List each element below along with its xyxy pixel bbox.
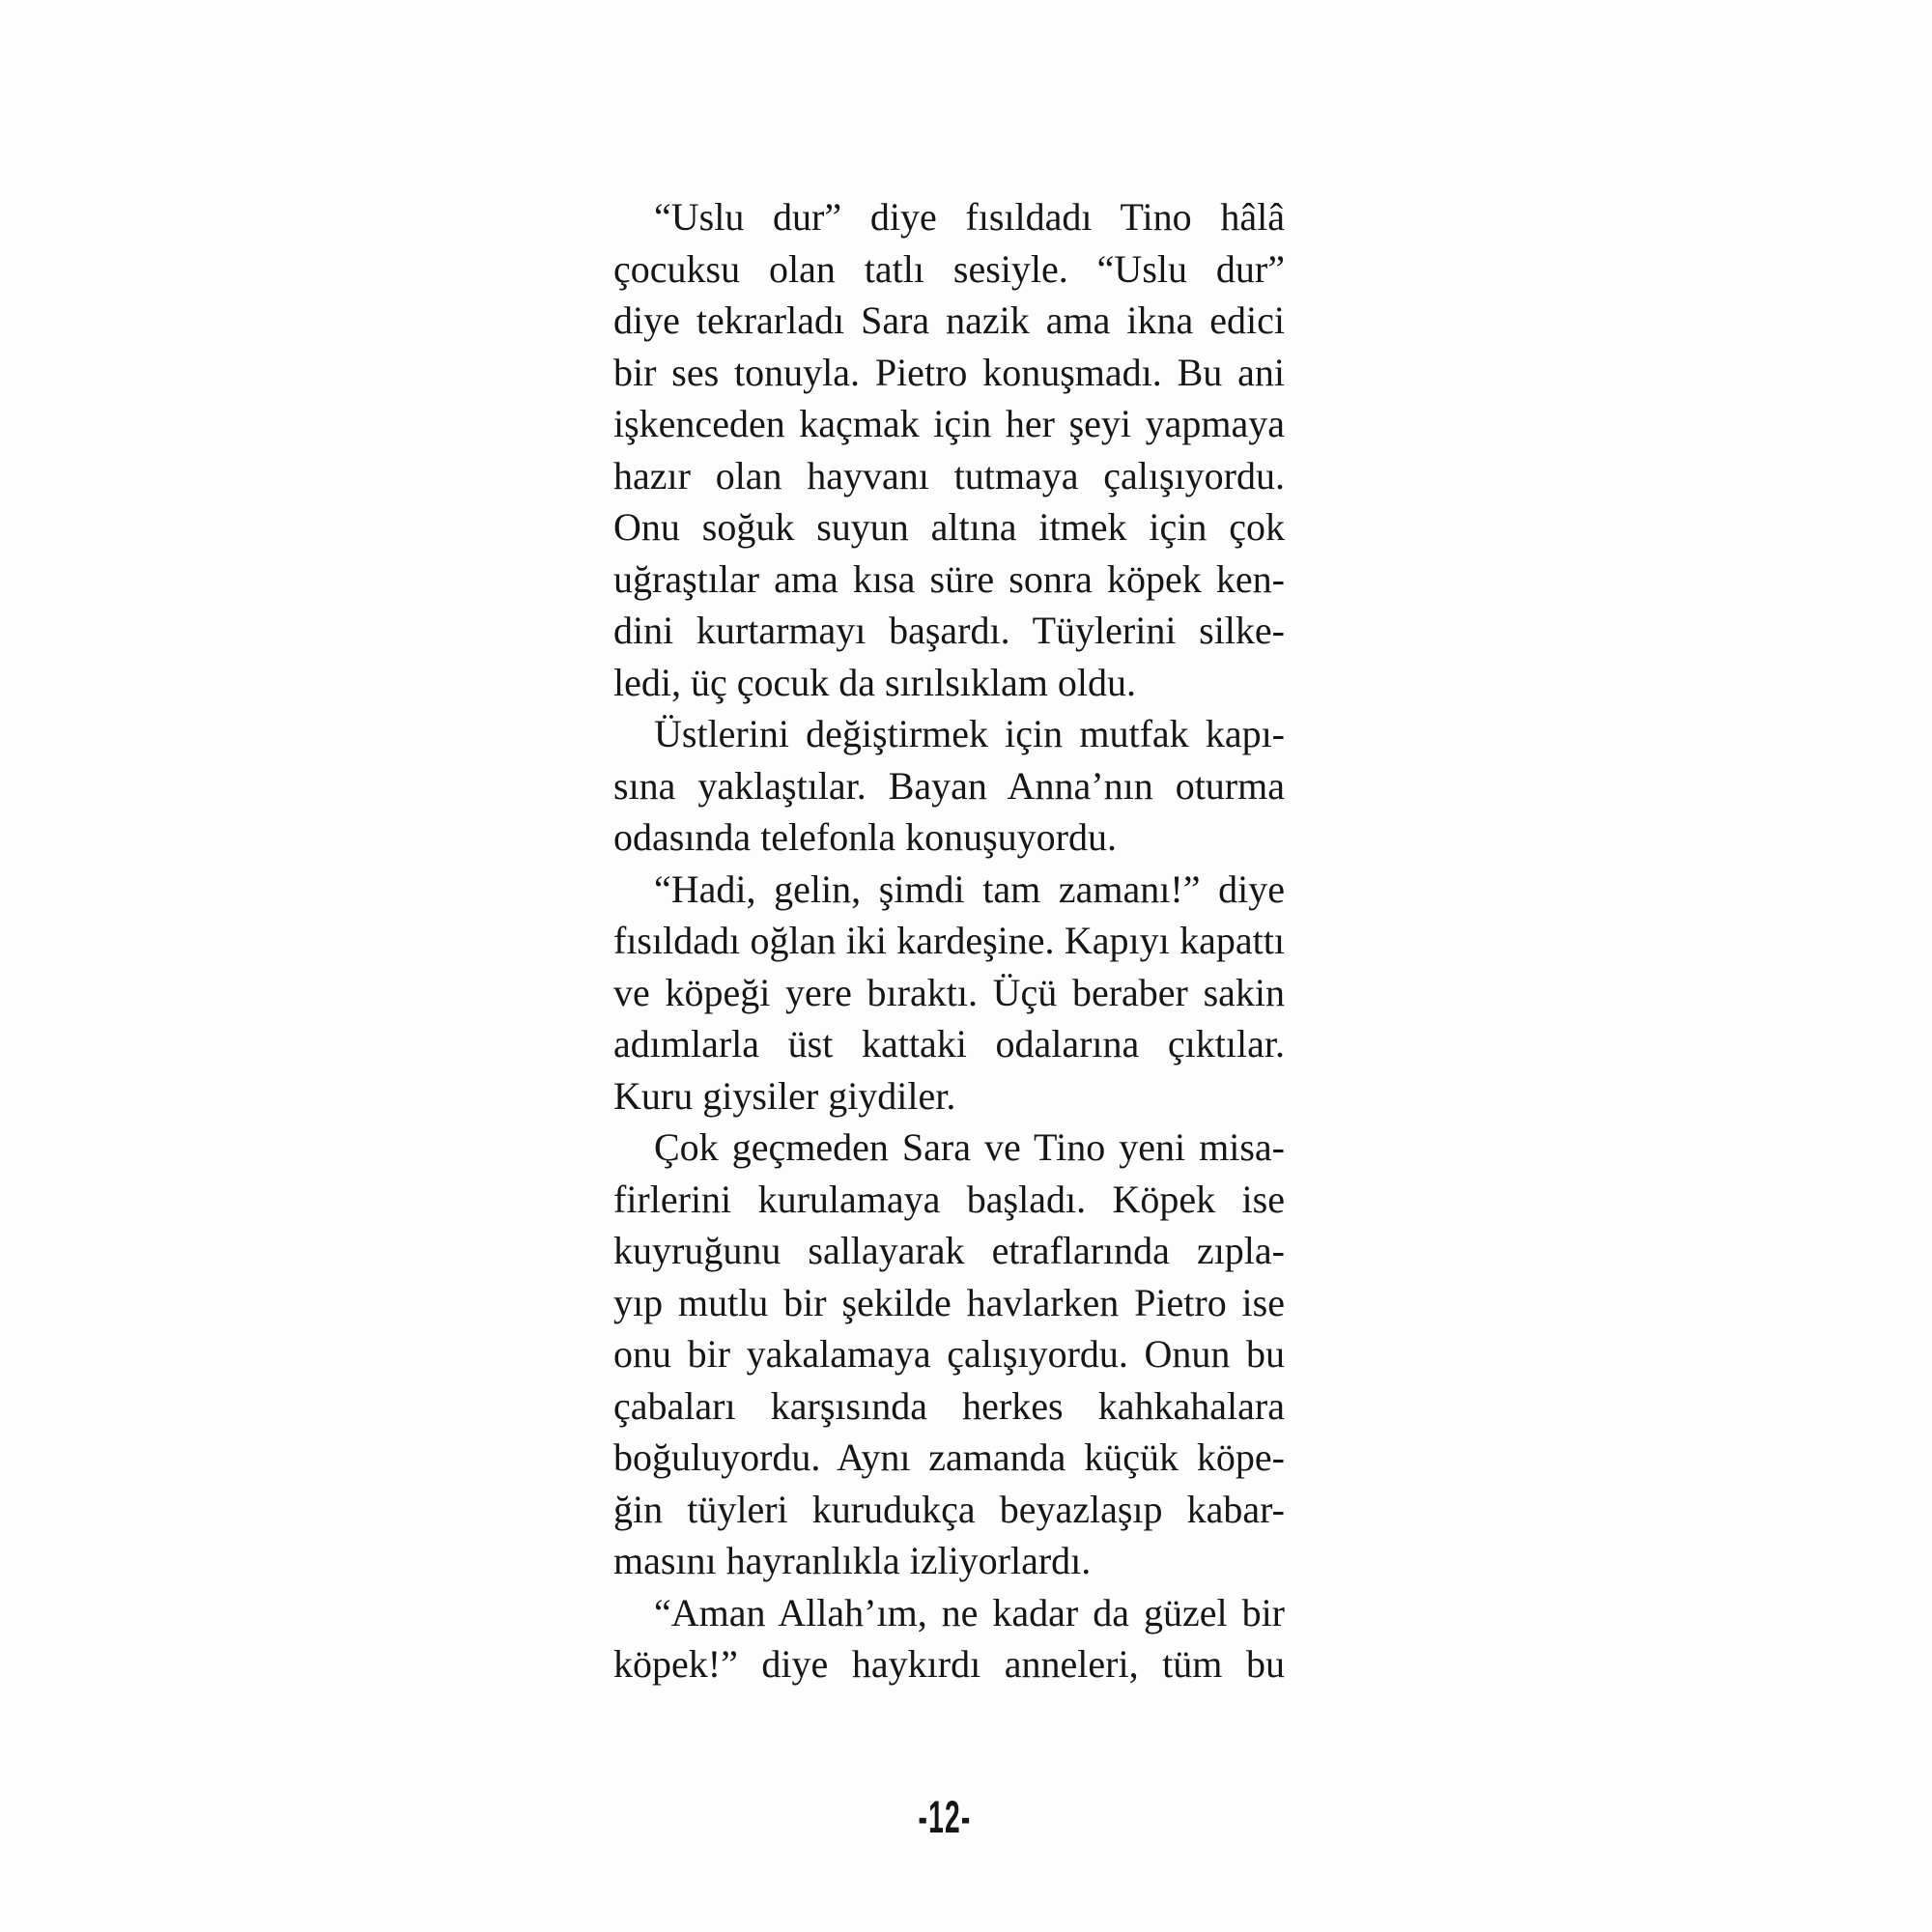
text-line: Üstlerini değiştirmek için mutfak kapı- <box>654 712 1285 755</box>
text-line: bir ses tonuyla. Pietro konuşmadı. Bu ani <box>613 350 1285 394</box>
text-line: kuyruğunu sallayarak etraflarında zıpla- <box>613 1229 1285 1272</box>
text-line: hazır olan hayvanı tutmaya çalışıyordu. <box>613 453 1285 497</box>
text-line: “Uslu dur” diye fısıldadı Tino hâlâ <box>654 195 1285 239</box>
text-line: işkenceden kaçmak için her şeyi yapmaya <box>613 402 1285 445</box>
text-line: “Hadi, gelin, şimdi tam zamanı!” diye <box>654 867 1285 911</box>
text-line: ve köpeği yere bıraktı. Üçü beraber sakin <box>613 970 1285 1014</box>
page-number: -12- <box>918 1791 972 1842</box>
text-line: ledi, üç çocuk da sırılsıklam oldu. <box>613 660 1136 704</box>
text-line: sına yaklaştılar. Bayan Anna’nın oturma <box>613 763 1285 808</box>
text-line: uğraştılar ama kısa süre sonra köpek ken- <box>613 556 1285 601</box>
text-line: firlerini kurulamaya başladı. Köpek ise <box>613 1177 1285 1221</box>
body-text <box>613 191 1285 1690</box>
text-line: Kuru giysiler giydiler. <box>613 1073 956 1118</box>
text-line: masını hayranlıkla izliyorlardı. <box>613 1539 1092 1582</box>
text-line: odasında telefonla konuşuyordu. <box>613 815 1117 859</box>
text-line: Onu soğuk suyun altına itmek için çok <box>613 505 1285 549</box>
text-line: boğuluyordu. Aynı zamanda küçük köpe- <box>613 1435 1285 1479</box>
text-line: çocuksu olan tatlı sesiyle. “Uslu dur” <box>613 246 1285 291</box>
text-line: yıp mutlu bir şekilde havlarken Pietro ise <box>613 1280 1285 1324</box>
text-line: Çok geçmeden Sara ve Tino yeni misa- <box>654 1125 1285 1169</box>
text-line: ğin tüyleri kurudukça beyazlaşıp kabar- <box>613 1487 1285 1531</box>
text-line: fısıldadı oğlan iki kardeşine. Kapıyı kapattı <box>613 919 1285 962</box>
text-line: köpek!” diye haykırdı anneleri, tüm bu <box>613 1642 1285 1686</box>
text-line: onu bir yakalamaya çalışıyordu. Onun bu <box>613 1332 1285 1376</box>
text-line: çabaları karşısında herkes kahkahalara <box>613 1383 1285 1428</box>
text-line: diye tekrarladı Sara nazik ama ikna edici <box>613 298 1285 342</box>
text-line: dini kurtarmayı başardı. Tüylerini silke- <box>613 609 1285 652</box>
text-line: adımlarla üst kattaki odalarına çıktılar. <box>613 1022 1285 1065</box>
text-line: “Aman Allah’ım, ne kadar da güzel bir <box>654 1590 1285 1634</box>
